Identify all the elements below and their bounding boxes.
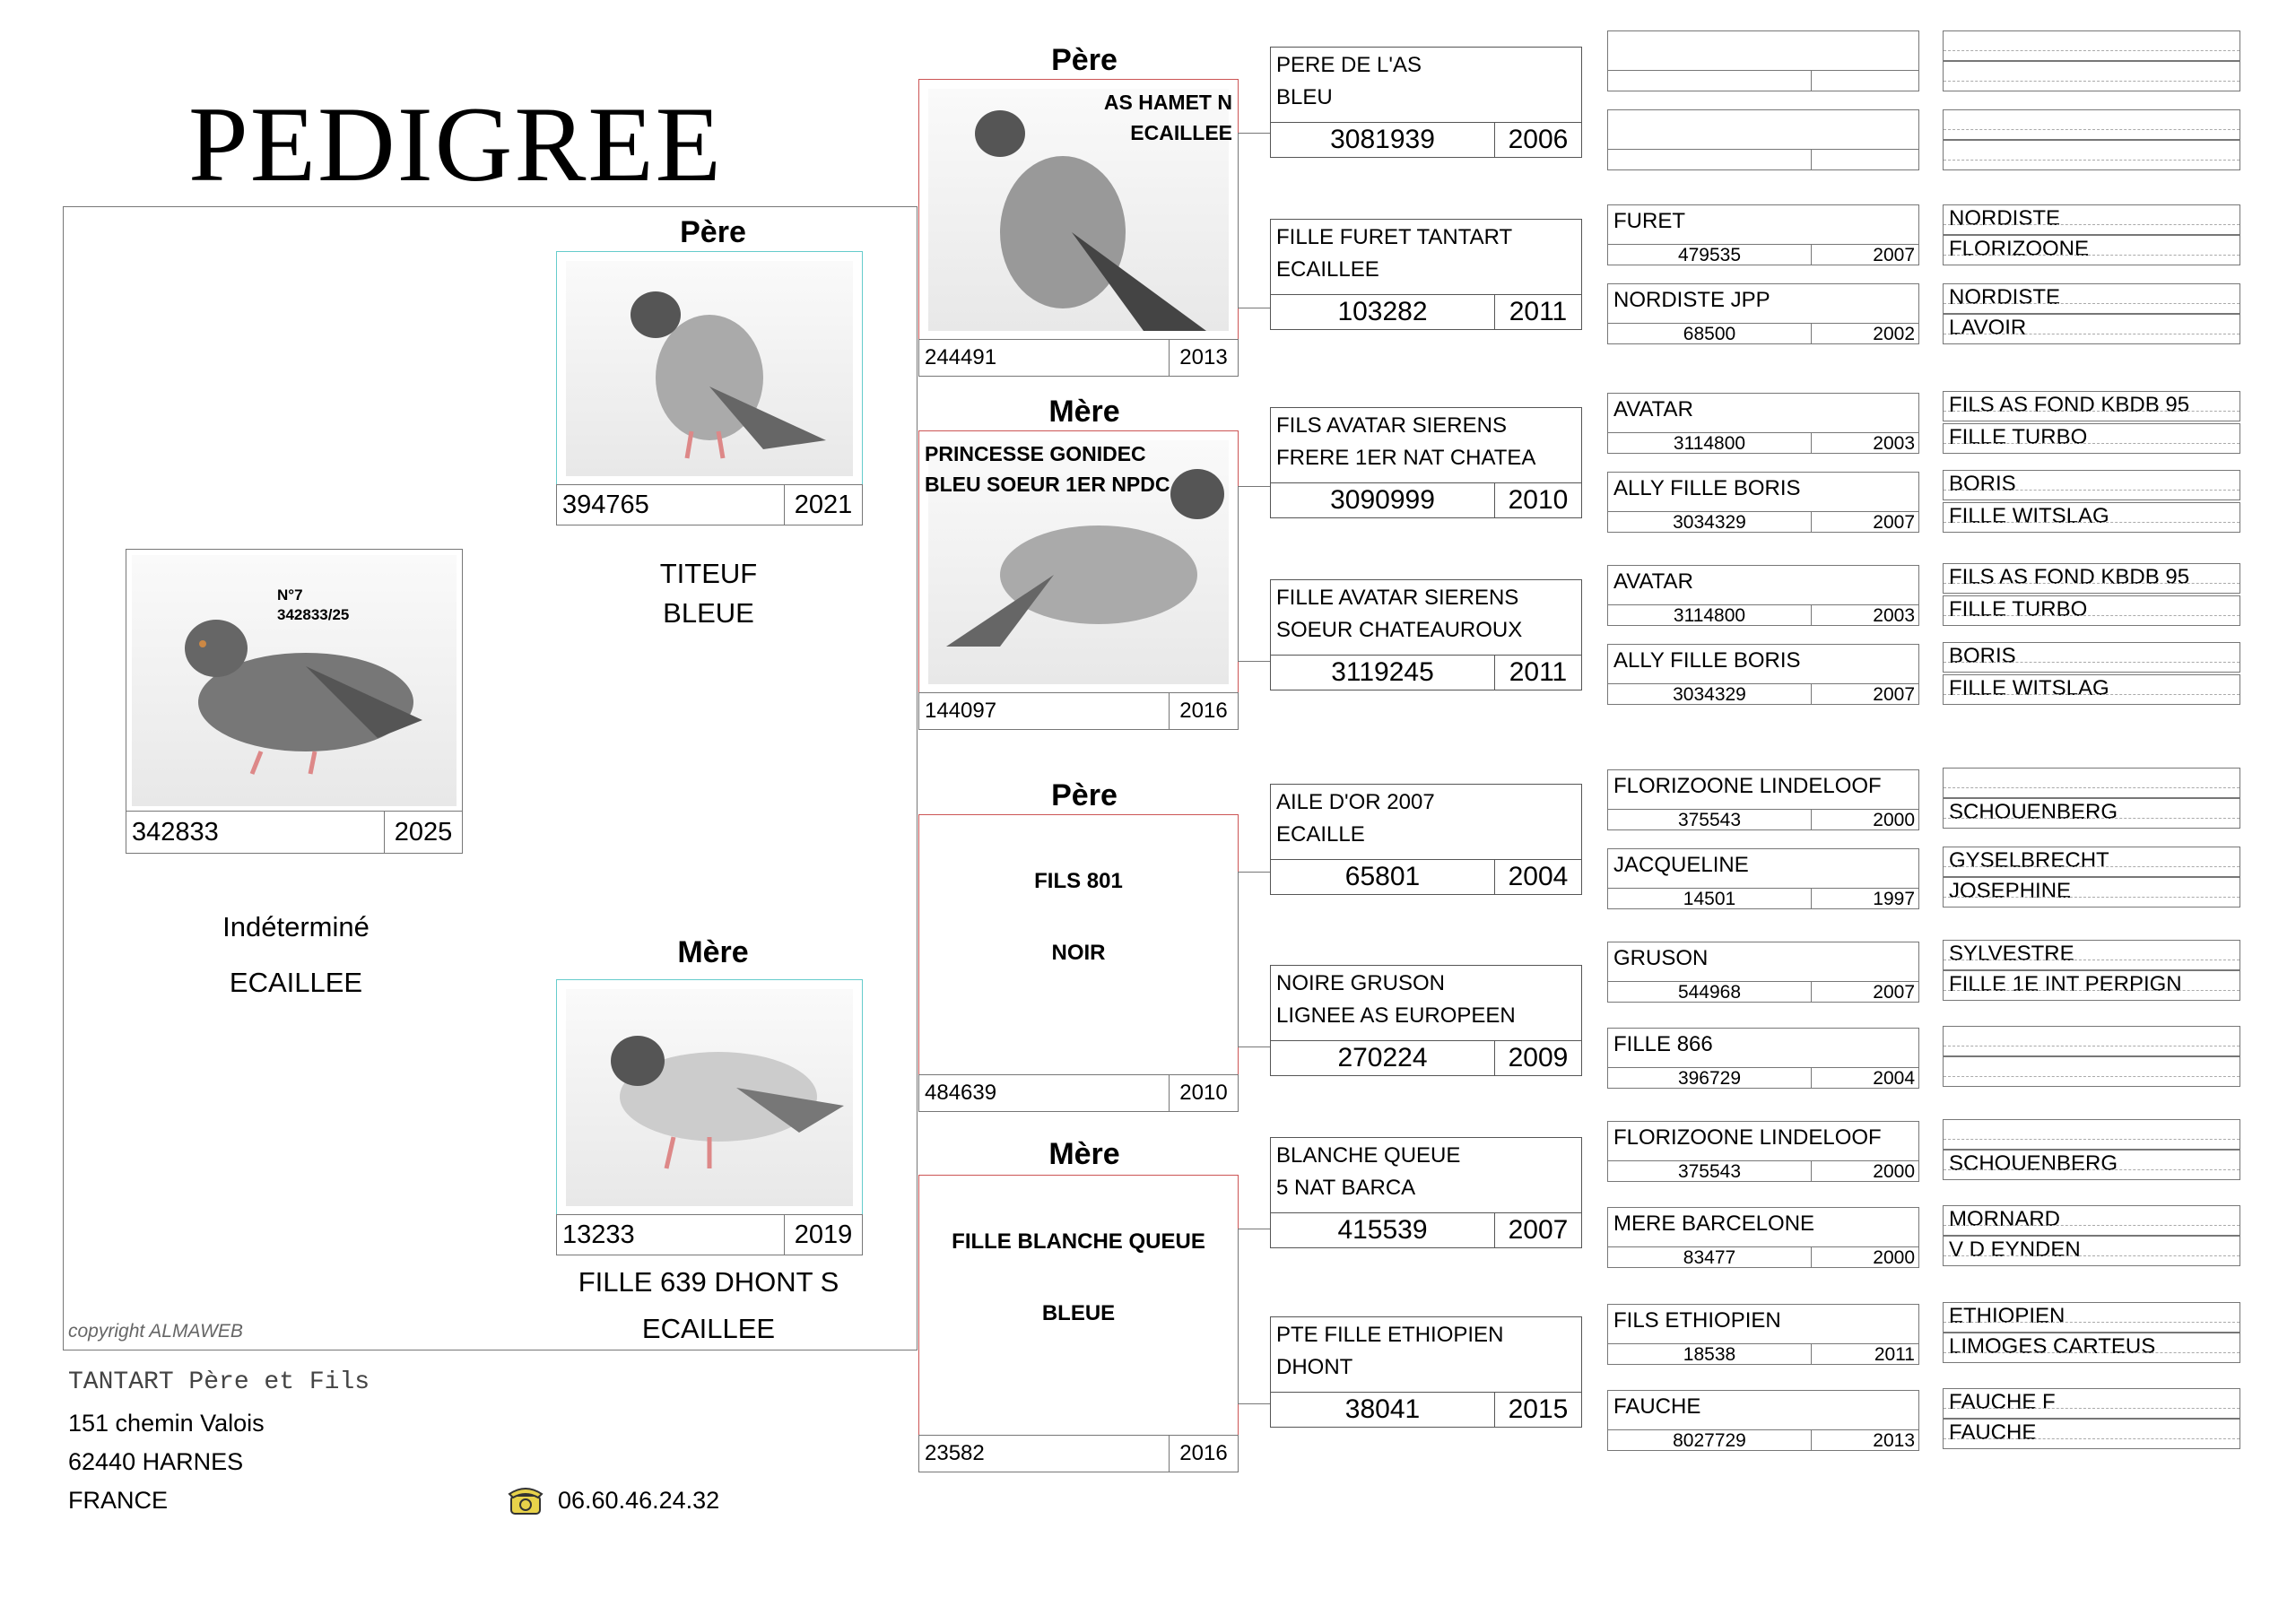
ring-year: 2021 — [794, 490, 853, 519]
gen2-ring — [918, 692, 1239, 730]
gen5-box — [1943, 1119, 2240, 1150]
ring-year: 2010 — [1508, 485, 1569, 515]
gen2-line1: FILLE BLANCHE QUEUE — [952, 1229, 1205, 1254]
gen5-box — [1943, 847, 2240, 877]
gen3-line1: FILS AVATAR SIERENS — [1276, 413, 1507, 438]
gen5-box — [1943, 674, 2240, 705]
ring-number: 396729 — [1608, 1068, 1812, 1088]
gen5-box — [1943, 940, 2240, 970]
ring-number: 342833 — [126, 812, 385, 853]
ring-number: 83477 — [1608, 1247, 1812, 1267]
ring-year: 2019 — [794, 1220, 853, 1249]
gen5-box — [1943, 1205, 2240, 1236]
gen2-line2: BLEUE — [1041, 1301, 1116, 1325]
father-ring — [556, 484, 863, 525]
frame-top-line — [63, 206, 917, 207]
gen5-name: FILLE TURBO — [1949, 425, 2088, 449]
gen5-name: FAUCHE F — [1949, 1390, 2056, 1414]
mother-heading: Mère — [677, 935, 749, 969]
gen5-name: SCHOUENBERG — [1949, 800, 2118, 824]
ring-year: 2002 — [1873, 324, 1915, 344]
gen5-name: LIMOGES CARTEUS — [1949, 1334, 2156, 1359]
gen5-name: LAVOIR — [1949, 316, 2027, 340]
gen5-box — [1943, 798, 2240, 829]
ring-number: 8027729 — [1608, 1430, 1812, 1450]
gen5-box — [1943, 595, 2240, 626]
gen5-box — [1943, 1150, 2240, 1180]
gen5-box — [1943, 877, 2240, 908]
pigeon-image — [575, 1007, 844, 1204]
gen2-line1: AS HAMET N — [1103, 91, 1232, 114]
gen5-box — [1943, 109, 2240, 140]
gen2-photo — [918, 79, 1239, 341]
ring-number: 18538 — [1608, 1344, 1812, 1364]
gen2-heading: Mère — [1048, 1137, 1120, 1171]
gen3-line2: ECAILLE — [1276, 822, 1365, 847]
ring-number: 544968 — [1608, 982, 1812, 1002]
owner-country: FRANCE — [68, 1487, 169, 1514]
telephone-icon — [508, 1485, 544, 1515]
ring-year: 2007 — [1508, 1215, 1569, 1245]
ring-year: 2000 — [1873, 810, 1915, 830]
gen2-text-box — [918, 814, 1239, 1076]
ring-number: 14501 — [1608, 889, 1812, 908]
father-photo — [556, 251, 863, 486]
gen4-box — [1607, 942, 1919, 1003]
gen2-line2: NOIR — [1051, 941, 1106, 965]
gen4-name: FILLE 866 — [1613, 1032, 1713, 1056]
gen3-box — [1270, 1316, 1582, 1428]
subject-sex: Indéterminé — [222, 911, 370, 942]
gen3-box — [1270, 407, 1582, 518]
gen2-line1: PRINCESSE GONIDEC — [925, 442, 1146, 465]
ring-number: 3114800 — [1608, 433, 1812, 453]
gen2-ring — [918, 1435, 1239, 1472]
gen5-name: BORIS — [1949, 472, 2016, 496]
gen4-box — [1607, 1121, 1919, 1182]
gen5-name: FAUCHE — [1949, 1420, 2037, 1445]
gen5-name: FILLE WITSLAG — [1949, 676, 2109, 700]
mother-name: FILLE 639 DHONT S — [578, 1266, 839, 1298]
gen3-line1: PERE DE L'AS — [1276, 53, 1422, 77]
gen4-name: FILS ETHIOPIEN — [1613, 1308, 1781, 1333]
gen5-box — [1943, 642, 2240, 673]
father-color: BLEUE — [663, 597, 754, 629]
gen5-box — [1943, 768, 2240, 798]
gen4-box — [1607, 1304, 1919, 1365]
gen5-box — [1943, 502, 2240, 533]
connector-line — [1238, 872, 1271, 1047]
gen4-box — [1607, 204, 1919, 265]
gen2-line2: ECAILLEE — [1130, 121, 1232, 144]
ring-number: 23582 — [919, 1436, 1170, 1472]
gen4-name: NORDISTE JPP — [1613, 288, 1770, 312]
gen3-box — [1270, 965, 1582, 1076]
gen5-name: FILLE TURBO — [1949, 597, 2088, 621]
gen5-name: ETHIOPIEN — [1949, 1304, 2066, 1328]
mother-color: ECAILLEE — [641, 1313, 776, 1344]
ring-number — [1608, 150, 1812, 169]
gen5-box — [1943, 1333, 2240, 1363]
ring-number: 103282 — [1271, 295, 1495, 329]
gen3-line2: SOEUR CHATEAUROUX — [1276, 618, 1523, 642]
gen4-box — [1607, 565, 1919, 626]
gen3-line1: BLANCHE QUEUE — [1276, 1143, 1461, 1168]
gen3-box — [1270, 1137, 1582, 1248]
gen3-box — [1270, 47, 1582, 158]
ring-year — [1812, 71, 1918, 91]
father-heading: Père — [680, 215, 746, 249]
gen4-name: ALLY FILLE BORIS — [1613, 648, 1801, 673]
gen4-box — [1607, 393, 1919, 454]
ring-year — [1812, 150, 1918, 169]
subject-photo-caption: N°7 342833/25 — [277, 586, 350, 623]
ring-year: 2013 — [1873, 1430, 1915, 1451]
pigeon-image — [584, 279, 835, 476]
gen4-name: FLORIZOONE LINDELOOF — [1613, 1125, 1882, 1150]
ring-number: 3114800 — [1608, 605, 1812, 625]
subject-photo — [126, 549, 463, 812]
ring-year: 2000 — [1873, 1247, 1915, 1268]
gen3-line1: NOIRE GRUSON — [1276, 971, 1446, 995]
owner-name: TANTART Père et Fils — [68, 1368, 370, 1396]
gen5-box — [1943, 1026, 2240, 1056]
gen5-name: SYLVESTRE — [1949, 942, 2074, 966]
owner-phone: 06.60.46.24.32 — [558, 1487, 720, 1514]
gen2-line2: BLEU SOEUR 1ER NPDC — [925, 473, 1170, 496]
ring-year: 1997 — [1873, 889, 1915, 909]
page-title: PEDIGREE — [188, 84, 723, 204]
gen5-name: FILS AS FOND KBDB 95 — [1949, 393, 2190, 417]
gen5-box — [1943, 61, 2240, 91]
copyright-text: copyright ALMAWEB — [68, 1321, 243, 1342]
gen4-box — [1607, 644, 1919, 705]
gen5-box — [1943, 204, 2240, 235]
gen2-photo — [918, 430, 1239, 694]
gen3-line1: AILE D'OR 2007 — [1276, 790, 1435, 814]
connector-line — [1238, 1229, 1271, 1404]
gen5-name: FILS AS FOND KBDB 95 — [1949, 565, 2190, 589]
gen5-name: FILLE 1E INT PERPIGN — [1949, 972, 2182, 996]
gen3-box — [1270, 784, 1582, 895]
gen5-box — [1943, 391, 2240, 421]
gen3-line2: ECAILLEE — [1276, 257, 1379, 282]
ring-number — [1608, 71, 1812, 91]
ring-number: 3119245 — [1271, 656, 1495, 690]
ring-number: 479535 — [1608, 245, 1812, 265]
ring-number: 3034329 — [1608, 512, 1812, 532]
gen2-heading: Père — [1051, 778, 1118, 812]
ring-year: 2011 — [1509, 657, 1568, 687]
gen4-box — [1607, 769, 1919, 830]
ring-number: 244491 — [919, 340, 1170, 376]
ring-number: 394765 — [557, 485, 785, 525]
gen3-line2: BLEU — [1276, 85, 1333, 109]
gen5-box — [1943, 283, 2240, 314]
gen3-line2: LIGNEE AS EUROPEEN — [1276, 1003, 1516, 1028]
subject-color: ECAILLEE — [229, 967, 363, 998]
frame-right-line — [917, 206, 918, 1350]
ring-number: 484639 — [919, 1075, 1170, 1111]
mother-photo — [556, 979, 863, 1216]
gen4-box — [1607, 848, 1919, 909]
gen5-name: FLORIZOONE — [1949, 237, 2090, 261]
gen5-name: BORIS — [1949, 644, 2016, 668]
gen5-box — [1943, 970, 2240, 1001]
gen5-box — [1943, 1419, 2240, 1449]
ring-year: 2003 — [1873, 605, 1915, 626]
ring-number: 3081939 — [1271, 123, 1495, 157]
gen5-box — [1943, 1388, 2240, 1419]
gen3-box — [1270, 219, 1582, 330]
ring-number: 13233 — [557, 1215, 785, 1255]
gen2-ring — [918, 1074, 1239, 1112]
gen5-box — [1943, 1236, 2240, 1266]
ring-year: 2006 — [1508, 125, 1569, 154]
ring-year: 2007 — [1873, 245, 1915, 265]
ring-number: 270224 — [1271, 1041, 1495, 1075]
gen4-box — [1607, 1028, 1919, 1089]
gen3-line1: FILLE AVATAR SIERENS — [1276, 586, 1519, 610]
gen3-line1: PTE FILLE ETHIOPIEN — [1276, 1323, 1504, 1347]
gen5-name: SCHOUENBERG — [1949, 1151, 2118, 1176]
gen5-box — [1943, 314, 2240, 344]
gen4-box — [1607, 1207, 1919, 1268]
mother-ring — [556, 1214, 863, 1255]
gen4-name: JACQUELINE — [1613, 853, 1749, 877]
gen5-name: JOSEPHINE — [1949, 879, 2072, 903]
gen3-line2: FRERE 1ER NAT CHATEA — [1276, 446, 1536, 470]
ring-year: 2016 — [1179, 699, 1228, 723]
ring-number: 375543 — [1608, 1161, 1812, 1181]
gen4-box — [1607, 1390, 1919, 1451]
ring-year: 2011 — [1874, 1344, 1915, 1365]
gen5-box — [1943, 563, 2240, 594]
gen3-line1: FILLE FURET TANTART — [1276, 225, 1513, 249]
gen4-name: AVATAR — [1613, 397, 1693, 421]
gen2-line1: FILS 801 — [1034, 869, 1123, 893]
ring-year: 2000 — [1873, 1161, 1915, 1182]
ring-year: 2007 — [1873, 684, 1915, 705]
gen4-name: FAUCHE — [1613, 1394, 1701, 1419]
gen5-box — [1943, 1056, 2240, 1087]
ring-number: 144097 — [919, 693, 1170, 729]
gen5-name: FILLE WITSLAG — [1949, 504, 2109, 528]
ring-year: 2003 — [1873, 433, 1915, 454]
owner-street: 151 chemin Valois — [68, 1410, 265, 1437]
connector-line — [1238, 133, 1271, 308]
gen4-box — [1607, 283, 1919, 344]
ring-year: 2007 — [1873, 512, 1915, 533]
gen4-name: MERE BARCELONE — [1613, 1211, 1815, 1236]
ring-number: 3090999 — [1271, 483, 1495, 517]
gen2-heading: Père — [1051, 43, 1118, 77]
gen5-name: MORNARD — [1949, 1207, 2060, 1231]
ring-year: 2009 — [1508, 1043, 1569, 1073]
subject-ring — [126, 811, 463, 854]
ring-year: 2004 — [1508, 862, 1569, 891]
ring-year: 2013 — [1179, 345, 1228, 369]
ring-year: 2016 — [1179, 1441, 1228, 1465]
gen5-box — [1943, 470, 2240, 500]
ring-number: 3034329 — [1608, 684, 1812, 704]
owner-city: 62440 HARNES — [68, 1448, 244, 1475]
ring-year: 2025 — [394, 817, 453, 847]
gen5-box — [1943, 235, 2240, 265]
gen4-box — [1607, 109, 1919, 170]
gen5-box — [1943, 140, 2240, 170]
gen2-text-box — [918, 1175, 1239, 1437]
gen3-line2: DHONT — [1276, 1355, 1353, 1379]
ring-year: 2015 — [1508, 1394, 1569, 1424]
ring-year: 2004 — [1873, 1068, 1915, 1089]
ring-number: 65801 — [1271, 860, 1495, 894]
gen4-name: FURET — [1613, 209, 1685, 233]
gen5-name: NORDISTE — [1949, 285, 2061, 309]
gen4-name: GRUSON — [1613, 946, 1709, 970]
gen4-name: FLORIZOONE LINDELOOF — [1613, 774, 1882, 798]
gen5-name: NORDISTE — [1949, 206, 2061, 230]
ring-number: 375543 — [1608, 810, 1812, 829]
gen2-ring — [918, 339, 1239, 377]
gen4-box — [1607, 472, 1919, 533]
gen5-name: GYSELBRECHT — [1949, 848, 2109, 873]
gen3-line2: 5 NAT BARCA — [1276, 1176, 1416, 1200]
ring-number: 415539 — [1271, 1213, 1495, 1247]
ring-number: 38041 — [1271, 1393, 1495, 1427]
gen5-box — [1943, 423, 2240, 454]
ring-number: 68500 — [1608, 324, 1812, 343]
ring-year: 2010 — [1179, 1081, 1228, 1105]
gen5-box — [1943, 1302, 2240, 1333]
father-name: TITEUF — [659, 558, 758, 589]
ring-year: 2011 — [1509, 297, 1568, 326]
gen4-name: AVATAR — [1613, 569, 1693, 594]
gen2-heading: Mère — [1048, 395, 1120, 429]
ring-year: 2007 — [1873, 982, 1915, 1003]
gen5-box — [1943, 30, 2240, 61]
gen4-name: ALLY FILLE BORIS — [1613, 476, 1801, 500]
gen3-box — [1270, 579, 1582, 690]
gen4-box — [1607, 30, 1919, 91]
connector-line — [1238, 486, 1271, 662]
gen5-name: V D EYNDEN — [1949, 1238, 2081, 1262]
